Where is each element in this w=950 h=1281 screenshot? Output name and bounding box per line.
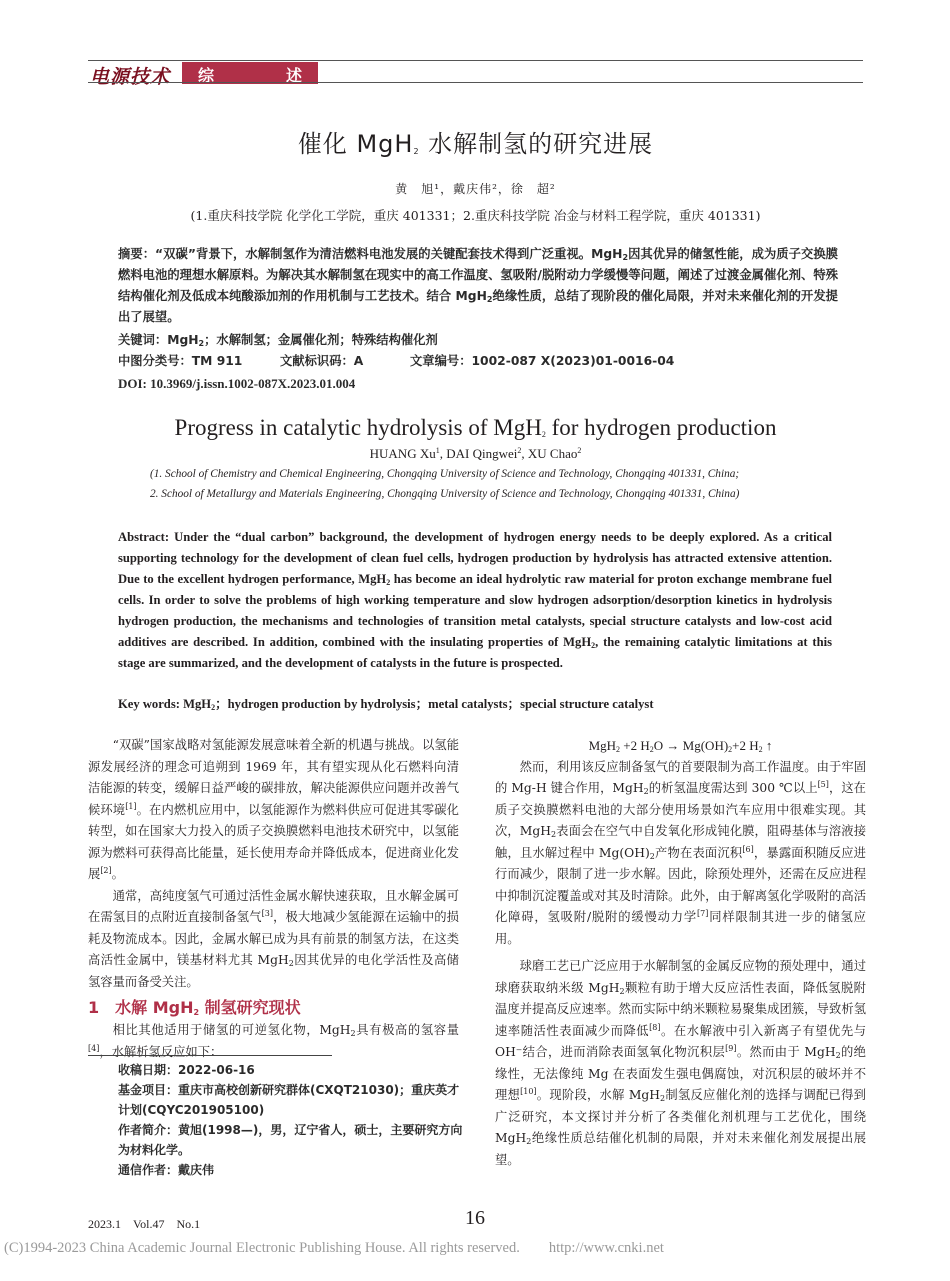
received-date: 收稿日期：2022-06-16 — [118, 1063, 255, 1077]
footnote — [118, 1060, 463, 1180]
keywords-en: Key words: MgH$_2$；hydrogen production by hydrolysis；metal catalysts；special structure catalyst — [118, 697, 654, 712]
affiliation-en-2: 2. School of Metallurgy and Materials Engineering, Chongqing University of Science and Technology, Chongqing 401331, China) — [150, 488, 740, 500]
body-left-column — [88, 735, 459, 1063]
authors-en: HUANG Xu$^1$, DAI Qingwei$^2$, XU Chao$^2$ — [369, 446, 582, 461]
body-right-column — [495, 735, 866, 1171]
paragraph: 球磨工艺已广泛应用于水解制氢的金属反应物的预处理中，通过球磨获取纳米级 MgH$_2$颗粒有助于增大反应活性表面，降低氢脱附温度并提高反应速率。然而实际中纳米颗粒易聚集成团簇，导致析氢速率随活性表面减少而降低[8]。在水解液中引入新离子有望优先与 OH⁻结合，进而消除表面氢氧化物沉积层[9]。然而由于 MgH$_2$的绝缘性，无法像纯 Mg 在表面发生强电偶腐蚀，对沉积层的破坏并不理想[10]。现阶段，水解 MgH$_2$制氢反应催化剂的选择与调配已得到广泛研究，本文探讨并分析了各类催化剂机理与工艺优化，围绕 MgH$_2$绝缘性质总结催化机制的局限，并对未来催化剂发展提出展望。 — [495, 959, 866, 1167]
paragraph: 然而，利用该反应制备氢气的首要限制为高工作温度。由于牢固的 Mg-H 键合作用，MgH$_2$的析氢温度需达到 300 ℃以上[5]，这在质子交换膜燃料电池的大部分使用场景如汽车应用中很难实现。其次，MgH$_2$表面会在空气中自发氧化形成钝化膜，阻碍基体与溶液接触，且水解过程中 $Mg(OH)_2$产物在表面沉积[6]，暴露面积随反应进行而减少，限制了进一步水解。因此，除预处理外，还需在反应进程中抑制沉淀覆盖或对其及时清除。此外，由于解离氢化学吸附的高活化障碍，氢吸附/脱附的缓慢动力学[7]同样限制其进一步的储氢应用。 — [495, 759, 866, 946]
footnote-rule — [88, 1055, 332, 1056]
section-char-1: 综 — [198, 66, 215, 85]
clc-number: 中图分类号：TM 911 — [118, 354, 243, 368]
doi: DOI: 10.3969/j.issn.1002-087X.2023.01.004 — [118, 376, 356, 391]
document-code: 文献标识码：A — [280, 354, 364, 368]
header-rule-top — [88, 60, 863, 61]
article-number: 文章编号：1002-087 X(2023)01-0016-04 — [410, 354, 675, 368]
affiliation-en-1: (1. School of Chemistry and Chemical Engineering, Chongqing University of Science and Technology, Chongqing 401331, China; — [150, 468, 740, 480]
section-label — [182, 62, 318, 84]
corresponding-author: 通信作者：戴庆伟 — [118, 1163, 215, 1177]
authors-cn: 黄 旭¹，戴庆伟²，徐 超² — [395, 182, 556, 196]
paragraph: 相比其他适用于储氢的可逆氢化物，MgH$_2$具有极高的氢容量[4]，水解析氢反应如下： — [88, 1023, 459, 1059]
paragraph: 通常，高纯度氢气可通过活性金属水解快速获取，且水解金属可在需氢目的点附近直接制备氢气[3]，极大地减少氢能源在运输中的损耗及物流成本。因此，金属水解已成为具有前景的制氢方法，在这类高活性金属中，镁基材料尤其 MgH$_2$因其优异的电化学活性及高储氢容量而备受关注。 — [88, 888, 459, 989]
fund-info: 基金项目：重庆市高校创新研究群体(CXQT21030)；重庆英才计划(CQYC201905100) — [118, 1083, 460, 1117]
copyright-watermark: (C)1994-2023 China Academic Journal Electronic Publishing House. All rights reserved. http://www.cnki.net — [4, 1240, 664, 1256]
section-heading: 1 水解 MgH$_2$ 制氢研究现状 — [88, 998, 301, 1017]
page-title-cn: 催化 MgH$_2$ 水解制氢的研究进展 — [297, 130, 654, 158]
reaction-equation: MgH$_2$ +2 $H_2O \to Mg(OH)_2+2$ $H_2$ ↑ — [588, 738, 773, 754]
keywords-cn: 关键词：MgH$_2$；水解制氢；金属催化剂；特殊结构催化剂 — [118, 333, 438, 348]
header-rule-bottom — [88, 82, 863, 83]
journal-logo: 电源技术 — [90, 66, 171, 88]
page-number: 16 — [465, 1207, 485, 1229]
abstract-cn: 摘要：“双碳”背景下，水解制氢作为清洁燃料电池发展的关键配套技术得到广泛重视。MgH$_2$因其优异的储氢性能，成为质子交换膜燃料电池的理想水解原料。为解决其水解制氢在现实中的高工作温度、氢吸附/脱附动力学缓慢等问题，阐述了过渡金属催化剂、特殊结构催化剂及低成本纯酸添加剂的作用机制与工艺技术。结合 MgH$_2$绝缘性质，总结了现阶段的催化局限，并对未来催化剂的开发提出了展望。 — [118, 247, 838, 324]
paragraph: “双碳”国家战略对氢能源发展意味着全新的机遇与挑战。以氢能源发展经济的理念可追朔到 1969 年，其有望实现从化石燃料向清洁能源的转变，缓解日益严峻的碳排放，解决能源供应问题并改善气候环境[1]。在内燃机应用中，以氢能源作为燃料供应可促进其零碳化转型，如在国家大力投入的质子交换膜燃料电池技术研究中，以氢能源为燃料可获得高比能量，延长使用寿命并降低成本，促进商业化发展[2]。 — [88, 738, 459, 881]
affiliation-cn: (1.重庆科技学院 化学化工学院，重庆 401331；2.重庆科技学院 冶金与材料工程学院，重庆 401331) — [190, 208, 761, 223]
abstract-en: Abstract: Under the “dual carbon” background, the development of hydrogen energy needs to be deeply explored. As a critical supporting technology for the development of clean fuel cells, hydrogen production by hydrolysis has attracted extensive attention. Due to the excellent hydrogen performance, MgH$_2$ has become an ideal hydrolytic raw material for proton exchange membrane fuel cells. In order to solve the problems of high working temperature and slow hydrogen adsorption/desorption kinetics in hydrolysis hydrogen production, the mechanisms and technologies of transition metal catalysts, special structure catalysts and low-cost acid additives are described. In addition, combined with the insulating properties of MgH$_2$, the remaining catalytic limitations at this stage are summarized, and the development of catalysts in the future is prospected. — [118, 530, 832, 670]
page-title-en: Progress in catalytic hydrolysis of MgH$_2$ for hydrogen production — [174, 415, 777, 440]
author-bio: 作者简介：黄旭(1998—)，男，辽宁省人，硕士，主要研究方向为材料化学。 — [118, 1123, 463, 1157]
issue-info: 2023.1 Vol.47 No.1 — [88, 1217, 201, 1231]
section-char-2: 述 — [286, 66, 303, 85]
